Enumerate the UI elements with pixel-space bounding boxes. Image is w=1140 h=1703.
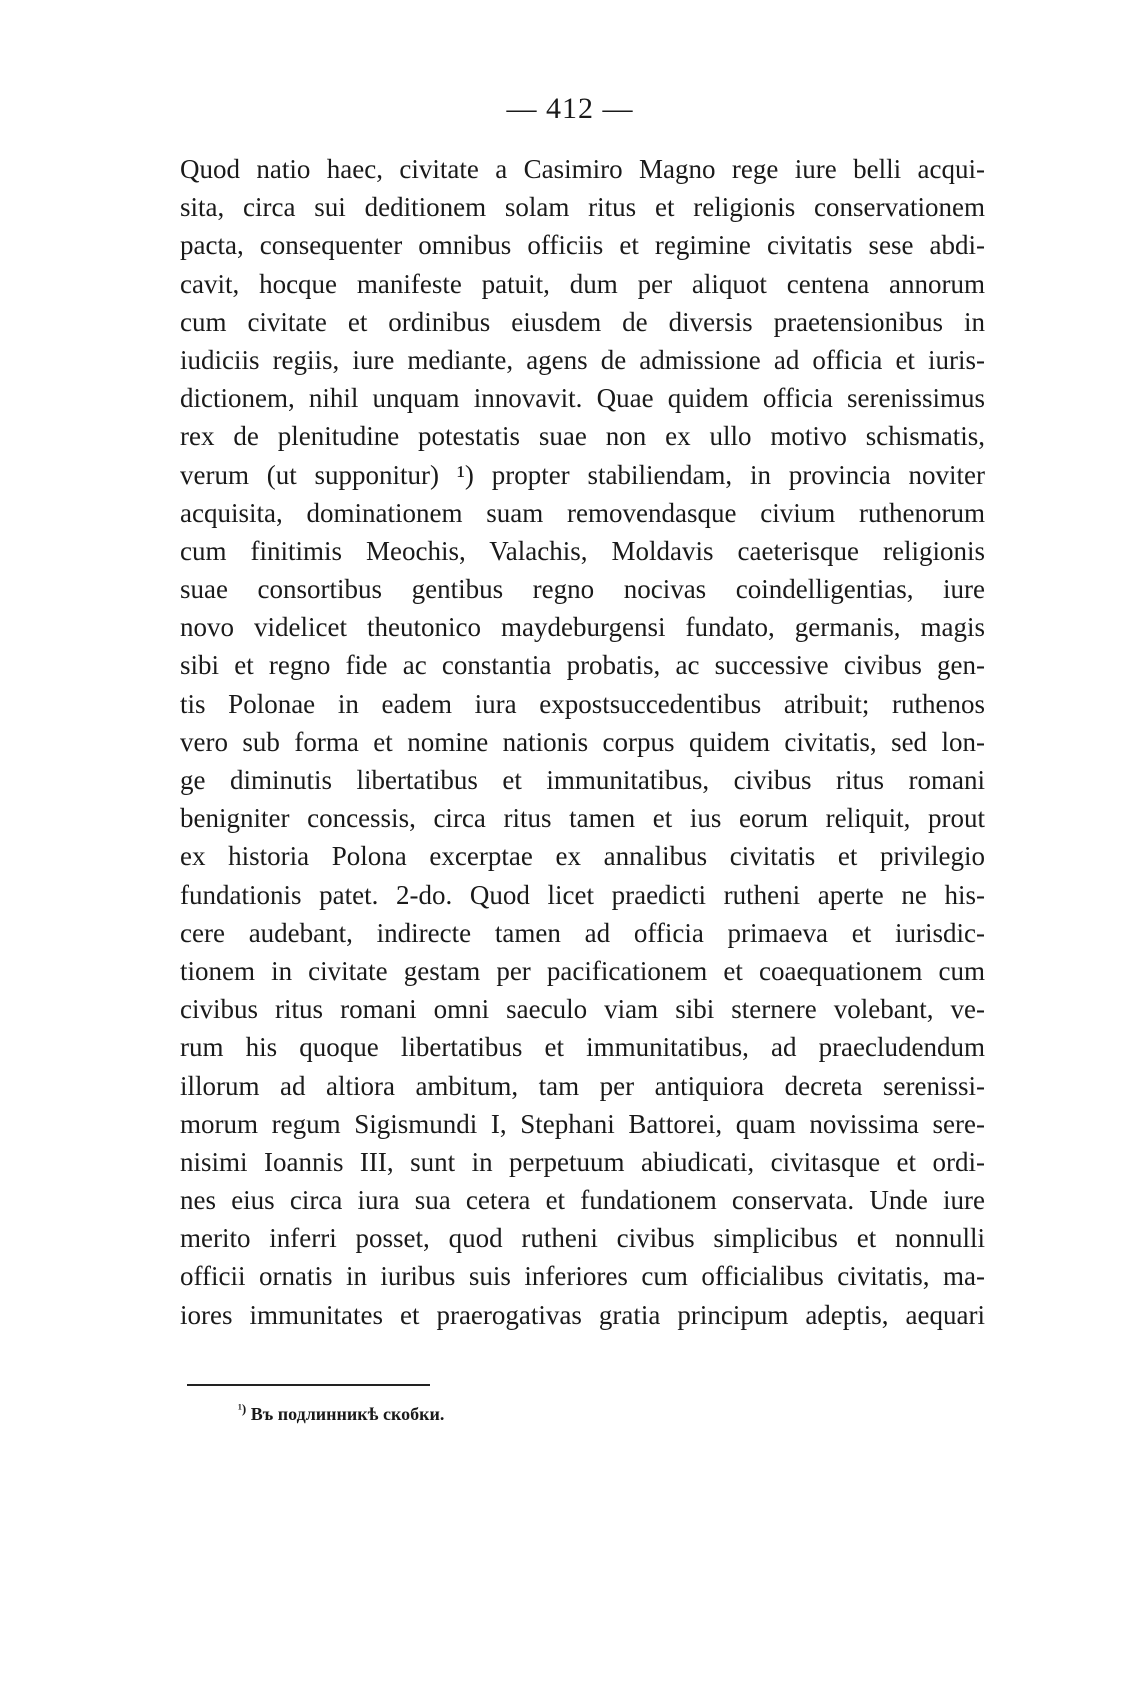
text-line: tionem in civitate gestam per pacificationem et coaequationem cum bbox=[180, 955, 985, 986]
text-line: illorum ad altiora ambitum, tam per antiquiora decreta serenissi- bbox=[180, 1070, 985, 1101]
text-line: tis Polonae in eadem iura expostsuccedentibus atribuit; ruthenos bbox=[180, 688, 985, 719]
text-line: officii ornatis in iuribus suis inferiores cum officialibus civitatis, ma- bbox=[180, 1261, 985, 1292]
text-line: rum his quoque libertatibus et immunitatibus, ad praecludendum bbox=[180, 1032, 985, 1063]
text-line: civibus ritus romani omni saeculo viam sibi sternere volebant, ve- bbox=[180, 994, 985, 1025]
text-line: vero sub forma et nomine nationis corpus quidem civitatis, sed lon- bbox=[180, 726, 985, 757]
text-line: suae consortibus gentibus regno nocivas coindelligentias, iure bbox=[180, 574, 985, 605]
text-line: cum civitate et ordinibus eiusdem de diversis praetensionibus in bbox=[180, 306, 985, 337]
text-line: benigniter concessis, circa ritus tamen et ius eorum reliquit, prout bbox=[180, 803, 985, 834]
footnote bbox=[238, 1401, 445, 1425]
text-line: sibi et regno fide ac constantia probatis, ac successive civibus gen- bbox=[180, 650, 985, 681]
text-line: verum (ut supponitur) ¹) propter stabiliendam, in provincia noviter bbox=[180, 459, 985, 490]
text-line: iores immunitates et praerogativas gratia principum adeptis, aequari bbox=[180, 1299, 985, 1330]
text-line: novo videlicet theutonico maydeburgensi fundato, germanis, magis bbox=[180, 612, 985, 643]
text-line: iudiciis regiis, iure mediante, agens de admissione ad officia et iuris- bbox=[180, 344, 985, 375]
text-line: ge diminutis libertatibus et immunitatibus, civibus ritus romani bbox=[180, 765, 985, 795]
footnote-marker: ¹) bbox=[238, 1401, 247, 1416]
text-line: nes eius circa iura sua cetera et fundationem conservata. Unde iure bbox=[180, 1185, 985, 1216]
text-line: sita, circa sui deditionem solam ritus et religionis conservationem bbox=[180, 192, 985, 223]
footnote-text: Въ подлинникѣ скобки. bbox=[250, 1404, 445, 1424]
text-line: cavit, hocque manifeste patuit, dum per aliquot centena annorum bbox=[180, 268, 985, 299]
text-line: cum finitimis Meochis, Valachis, Moldavis caeterisque religionis bbox=[180, 535, 985, 566]
text-line: ex historia Polona excerptae ex annalibus civitatis et privilegio bbox=[180, 841, 985, 872]
page-number: — 412 — bbox=[506, 92, 634, 125]
footnote-divider bbox=[187, 1384, 430, 1386]
body-text bbox=[180, 150, 985, 1334]
text-line: nisimi Ioannis III, sunt in perpetuum abiudicati, civitasque et ordi- bbox=[180, 1146, 985, 1177]
text-line: rex de plenitudine potestatis suae non ex ullo motivo schismatis, bbox=[180, 421, 985, 452]
text-line: dictionem, nihil unquam innovavit. Quae quidem officia serenissimus bbox=[180, 383, 985, 414]
text-line: pacta, consequenter omnibus officiis et regimine civitatis sese abdi- bbox=[180, 230, 985, 261]
text-line: cere audebant, indirecte tamen ad officia primaeva et iurisdic- bbox=[180, 917, 985, 948]
text-line: Quod natio haec, civitate a Casimiro Magno rege iure belli acqui- bbox=[180, 154, 985, 184]
text-line: acquisita, dominationem suam removendasque civium ruthenorum bbox=[180, 497, 985, 528]
text-line: fundationis patet. 2-do. Quod licet praedicti rutheni aperte ne his- bbox=[180, 879, 985, 910]
text-line: morum regum Sigismundi I, Stephani Battorei, quam novissima sere- bbox=[180, 1108, 985, 1139]
text-line: merito inferri posset, quod rutheni civibus simplicibus et nonnulli bbox=[180, 1223, 985, 1254]
